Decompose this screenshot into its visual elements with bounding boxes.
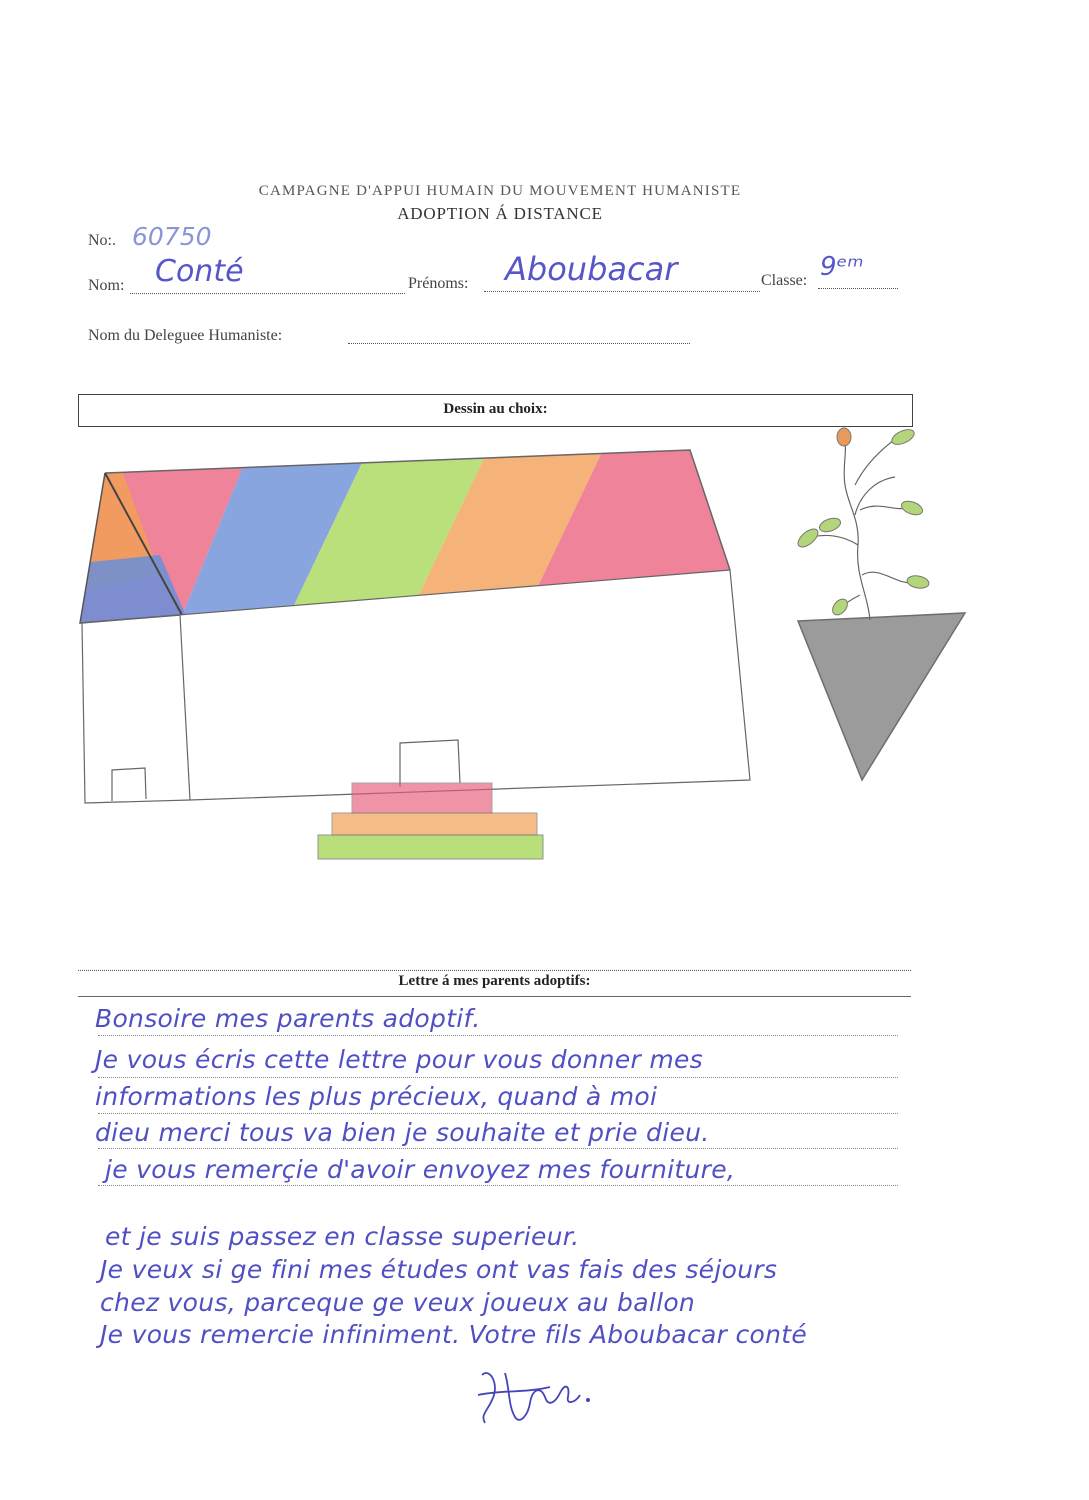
house-window — [112, 768, 146, 801]
nom-value: Conté — [155, 254, 244, 289]
step-middle-orange — [332, 813, 537, 835]
child-drawing — [60, 425, 1000, 885]
campaign-title: CAMPAGNE D'APPUI HUMAIN DU MOUVEMENT HUMANISTE — [258, 183, 742, 199]
letter-line-3: informations les plus précieux, quand à moi — [95, 1082, 658, 1111]
letter-top-rule — [78, 970, 911, 971]
leaf — [900, 499, 925, 518]
classe-dotted-line — [818, 288, 898, 289]
leaf — [795, 526, 821, 551]
program-title: ADOPTION Á DISTANCE — [397, 204, 603, 223]
classe-label: Classe: — [761, 272, 808, 289]
prenoms-value: Aboubacar — [505, 250, 678, 288]
prenoms-dotted-line — [484, 291, 760, 292]
leaf — [818, 516, 843, 535]
letter-line-9: Je vous remercie infiniment. Votre fils Aboubacar conté — [100, 1320, 808, 1349]
roof-colored — [60, 425, 760, 645]
signature — [470, 1355, 600, 1435]
letter-line-7: Je veux si ge fini mes études ont vas fais des séjours — [100, 1255, 778, 1284]
letter-line-8: chez vous, parceque ge veux joueux au ballon — [100, 1288, 696, 1317]
leaf — [890, 426, 917, 447]
number-value: 60750 — [132, 222, 212, 251]
number-label: No:. — [88, 232, 116, 249]
letter-line-1: Bonsoire mes parents adoptif. — [95, 1004, 481, 1033]
house-door — [400, 740, 460, 787]
letter-bottom-rule — [78, 996, 911, 997]
step-top-red — [352, 783, 492, 813]
nom-label: Nom: — [88, 277, 125, 294]
nom-dotted-line — [130, 293, 405, 294]
letter-line-5: je vous remerçie d'avoir envoyez mes fourniture, — [105, 1155, 736, 1184]
letter-line-6: et je suis passez en classe superieur. — [105, 1222, 580, 1251]
plant-bud — [837, 428, 851, 446]
drawing-section-title: Dessin au choix: — [443, 401, 548, 417]
letter-line-4: dieu merci tous va bien je souhaite et prie dieu. — [95, 1118, 710, 1147]
leaf — [830, 596, 851, 618]
delegue-label: Nom du Deleguee Humaniste: — [88, 327, 283, 344]
prenoms-label: Prénoms: — [408, 275, 469, 292]
leaf — [906, 574, 930, 590]
step-bottom-green — [318, 835, 543, 859]
delegue-dotted-line — [348, 343, 690, 344]
letter-section-title: Lettre á mes parents adoptifs: — [398, 973, 591, 989]
drawing-section-header — [78, 394, 913, 427]
flower-pot — [798, 613, 965, 780]
letter-line-2: Je vous écris cette lettre pour vous donner mes — [95, 1045, 703, 1074]
classe-value: 9ᵉᵐ — [820, 252, 864, 282]
